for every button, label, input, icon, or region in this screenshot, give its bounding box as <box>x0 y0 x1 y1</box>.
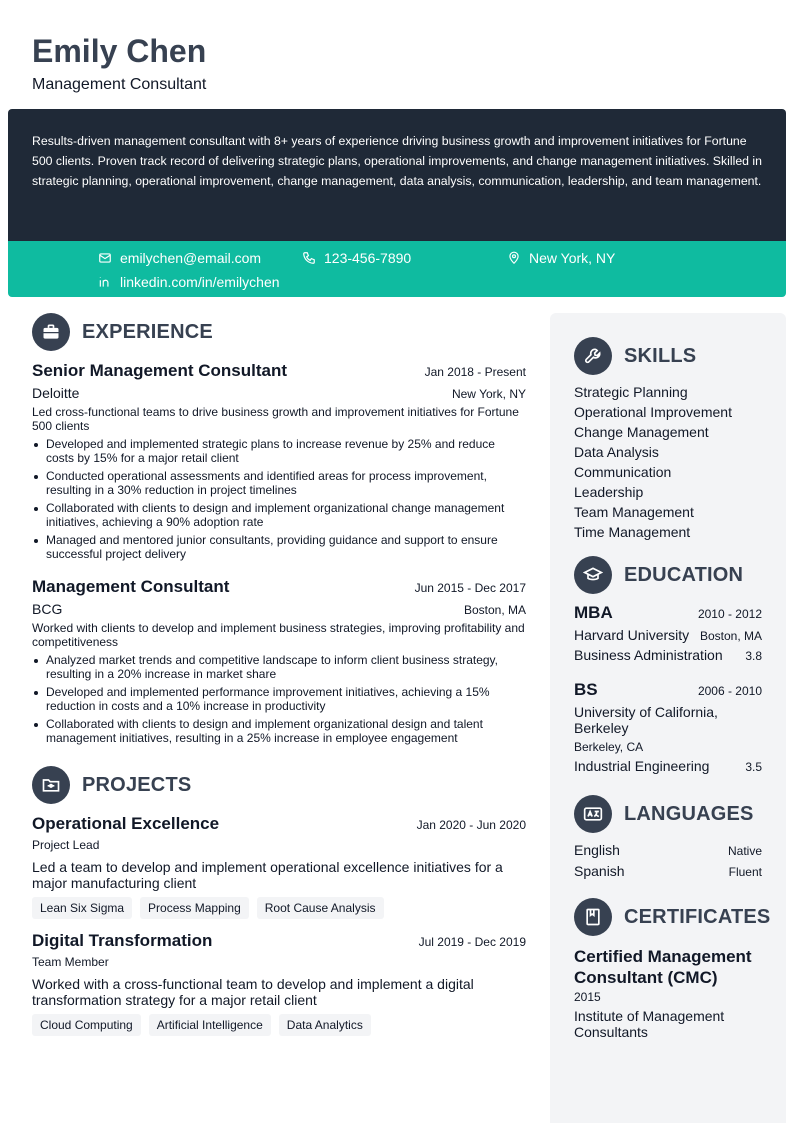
job-bullets <box>32 653 526 745</box>
project-tag: Data Analytics <box>279 1014 371 1036</box>
project-role: Project Lead <box>32 838 100 852</box>
education-dates: 2006 - 2010 <box>697 684 762 698</box>
resume-header <box>32 32 206 95</box>
project-tag: Lean Six Sigma <box>32 897 132 919</box>
project-tag: Cloud Computing <box>32 1014 141 1036</box>
certificate-year: 2015 <box>574 990 601 1004</box>
skill-item: Time Management <box>574 524 691 540</box>
book-icon <box>574 898 612 936</box>
project-tag: Root Cause Analysis <box>257 897 384 919</box>
skill-item: Data Analysis <box>574 444 659 460</box>
contact-linkedin[interactable] <box>98 273 280 291</box>
translate-icon <box>574 795 612 833</box>
job-dates: Jun 2015 - Dec 2017 <box>414 581 526 595</box>
candidate-title: Management Consultant <box>32 76 207 93</box>
project-tags <box>32 1014 526 1036</box>
education-degree: MBA <box>574 603 613 622</box>
job-title: Senior Management Consultant <box>32 361 288 380</box>
education-title: EDUCATION <box>624 563 744 586</box>
education-school: University of California, Berkeley <box>574 704 718 736</box>
job-bullet: Managed and mentored junior consultants, providing guidance and support to ensure successful project delivery <box>32 533 526 561</box>
job-company: BCG <box>32 601 63 617</box>
skills-title: SKILLS <box>624 344 697 367</box>
language-row <box>574 840 762 861</box>
project-tags <box>32 897 526 919</box>
skill-item: Change Management <box>574 424 709 440</box>
phone-icon <box>302 251 316 265</box>
certificate-issuer: Institute of Management Consultants <box>574 1008 725 1040</box>
job-location: Boston, MA <box>463 603 526 617</box>
job-dates: Jan 2018 - Present <box>424 365 526 379</box>
skills-list <box>574 382 762 542</box>
project-tag: Process Mapping <box>140 897 249 919</box>
summary-text: Results-driven management consultant with 8+ years of experience driving business growth and improvement initiatives for Fortune 500 clients. Proven track record of delivering strategic plans, operational improvements, and change management initiatives. Skilled in strategic planning, operational improvement, change management, data analysis, communication, leadership, and team management. <box>32 134 763 188</box>
job-description: Led cross-functional teams to drive business growth and improvement initiatives for Fortune 500 clients <box>32 405 519 433</box>
project-description: Worked with a cross-functional team to develop and implement a digital transformation strategy for a major retail client <box>32 976 474 1008</box>
job-bullet: Collaborated with clients to design and implement organizational design and talent management initiatives, resulting in a 25% increase in employee engagement <box>32 717 526 745</box>
job-title: Management Consultant <box>32 577 230 596</box>
contact-linkedin-text: linkedin.com/in/emilychen <box>120 274 280 290</box>
graduation-cap-icon <box>574 556 612 594</box>
job-entry <box>32 577 526 749</box>
education-entry <box>574 603 762 663</box>
education-entry <box>574 680 762 774</box>
project-tag: Artificial Intelligence <box>149 1014 271 1036</box>
job-bullets <box>32 437 526 561</box>
project-description: Led a team to develop and implement operational excellence initiatives for a major manufacturing client <box>32 859 503 891</box>
skill-item: Team Management <box>574 504 694 520</box>
language-level: Native <box>727 844 762 858</box>
job-bullet: Collaborated with clients to design and implement organizational change management initiatives, achieving a 90% adoption rate <box>32 501 526 529</box>
education-field: Business Administration <box>574 647 723 663</box>
project-dates: Jul 2019 - Dec 2019 <box>418 935 526 949</box>
sidebar <box>550 313 786 1123</box>
contact-email[interactable] <box>98 249 261 267</box>
skill-item: Strategic Planning <box>574 384 688 400</box>
language-level: Fluent <box>728 865 762 879</box>
certificates-title: CERTIFICATES <box>624 905 771 928</box>
education-gpa: 3.8 <box>745 649 762 663</box>
education-heading <box>574 556 743 594</box>
job-bullet: Conducted operational assessments and identified areas for process improvement, resulting in a 30% reduction in project timelines <box>32 469 526 497</box>
certificate-name: Certified Management Consultant (CMC) <box>574 947 752 987</box>
contact-email-text: emilychen@email.com <box>120 250 262 266</box>
project-title: Operational Excellence <box>32 814 220 833</box>
contact-phone-text: 123-456-7890 <box>324 250 412 266</box>
projects-title: PROJECTS <box>82 773 192 796</box>
briefcase-icon <box>32 313 70 351</box>
education-dates: 2010 - 2012 <box>697 607 762 621</box>
contact-phone[interactable] <box>302 249 411 267</box>
languages-heading <box>574 795 754 833</box>
education-gpa: 3.5 <box>745 760 762 774</box>
language-name: Spanish <box>574 863 625 879</box>
job-bullet: Developed and implemented performance improvement initiatives, achieving a 15% reduction in costs and a 10% increase in productivity <box>32 685 526 713</box>
summary-section <box>8 109 786 241</box>
project-role: Team Member <box>32 955 109 969</box>
candidate-name: Emily Chen <box>32 33 207 69</box>
project-dates: Jan 2020 - Jun 2020 <box>416 818 526 832</box>
map-pin-icon <box>507 251 521 265</box>
education-field: Industrial Engineering <box>574 758 710 774</box>
linkedin-icon <box>98 275 112 289</box>
contact-location-text: New York, NY <box>529 250 616 266</box>
skill-item: Communication <box>574 464 672 480</box>
education-location: Boston, MA <box>699 629 762 643</box>
folder-icon <box>32 766 70 804</box>
certificate-entry <box>574 946 762 1040</box>
wrench-icon <box>574 337 612 375</box>
language-name: English <box>574 842 620 858</box>
experience-heading <box>32 313 213 351</box>
language-row <box>574 861 762 882</box>
project-entry <box>32 814 526 919</box>
contact-location <box>507 249 615 267</box>
job-bullet: Developed and implemented strategic plans to increase revenue by 25% and reduce costs by 15% for a major retail client <box>32 437 526 465</box>
job-entry <box>32 361 526 565</box>
skill-item: Leadership <box>574 484 644 500</box>
contact-bar <box>8 241 786 297</box>
skill-item: Operational Improvement <box>574 404 732 420</box>
education-location: Berkeley, CA <box>574 740 644 754</box>
education-school: Harvard University <box>574 627 690 643</box>
project-title: Digital Transformation <box>32 931 213 950</box>
experience-title: EXPERIENCE <box>82 320 213 343</box>
certificates-heading <box>574 898 770 936</box>
email-icon <box>98 251 112 265</box>
projects-heading <box>32 766 191 804</box>
job-bullet: Analyzed market trends and competitive landscape to inform client business strategy, resulting in a 20% increase in market share <box>32 653 526 681</box>
languages-list <box>574 840 762 882</box>
skills-heading <box>574 337 696 375</box>
project-entry <box>32 931 526 1036</box>
job-location: New York, NY <box>451 387 526 401</box>
education-degree: BS <box>574 680 598 699</box>
languages-title: LANGUAGES <box>624 802 754 825</box>
job-company: Deloitte <box>32 385 80 401</box>
job-description: Worked with clients to develop and implement business strategies, improving profitability and competitiveness <box>32 621 525 649</box>
